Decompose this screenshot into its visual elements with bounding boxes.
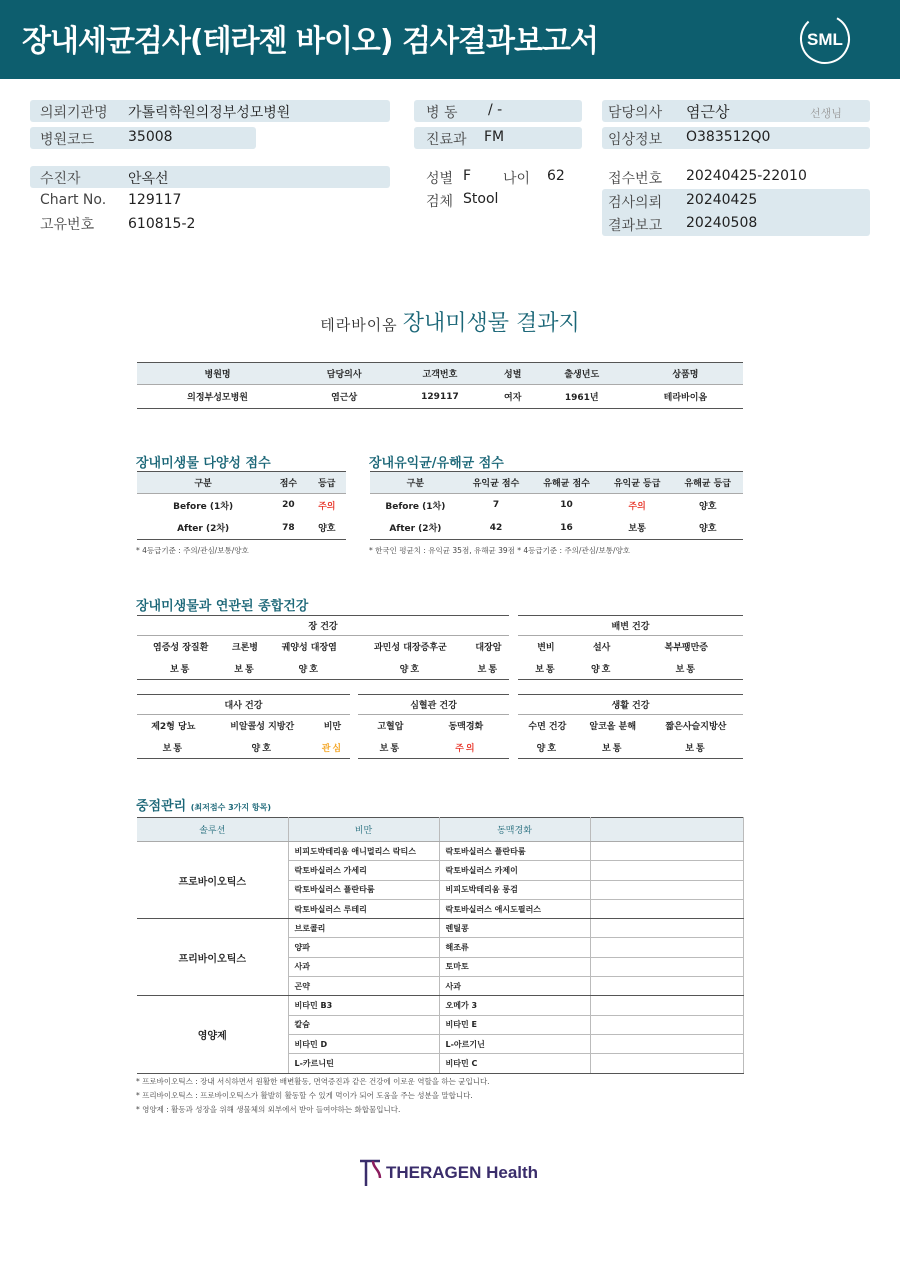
diversity-grade: 주의 bbox=[318, 501, 336, 512]
beneficial-cell: 42 bbox=[461, 517, 532, 540]
mgmt-item: 브로콜리 bbox=[288, 919, 439, 938]
report-title-brand: 테라바이옴 bbox=[320, 316, 398, 334]
management-title-main: 중점관리 bbox=[136, 799, 187, 814]
beneficial-cell: Before (1차) bbox=[385, 501, 446, 512]
diversity-table bbox=[137, 471, 346, 540]
mgmt-item: 비타민 B3 bbox=[288, 996, 439, 1015]
mgmt-item-empty bbox=[590, 861, 743, 880]
gut-col: 궤양성 대장염 bbox=[266, 636, 353, 658]
cardio-val: 주의 bbox=[423, 737, 509, 759]
gut-col: 염증성 장질환 bbox=[137, 636, 224, 658]
doctor-value: 염근상 bbox=[686, 103, 730, 121]
customer-info-table bbox=[137, 362, 743, 409]
mgmt-item-empty bbox=[590, 977, 743, 996]
mgmt-header: 솔루션 bbox=[137, 818, 288, 842]
mgmt-item: 해조류 bbox=[439, 938, 590, 957]
life-val: 양호 bbox=[518, 737, 577, 759]
ward-label: 병 동 bbox=[426, 105, 458, 121]
cardio-col: 고혈압 bbox=[358, 715, 423, 737]
info-header: 성별 bbox=[490, 363, 536, 385]
beneficial-title: 장내유익균/유해균 점수 bbox=[369, 456, 504, 471]
metab-col: 제2형 당뇨 bbox=[137, 715, 210, 737]
gut-val: 보통 bbox=[468, 658, 509, 680]
bowel-col: 복부팽만증 bbox=[630, 636, 743, 658]
sex-label: 성별 bbox=[426, 171, 454, 187]
info-cell: 염근상 bbox=[298, 385, 390, 409]
management-title bbox=[136, 795, 271, 814]
cardio-health-table bbox=[358, 694, 509, 759]
mgmt-item: 오메가 3 bbox=[439, 996, 590, 1015]
info-cell: 1961년 bbox=[536, 385, 628, 409]
info-header: 출생년도 bbox=[536, 363, 628, 385]
diversity-header: 구분 bbox=[137, 472, 269, 494]
sml-logo bbox=[798, 12, 852, 66]
cardio-health-title: 심혈관 건강 bbox=[358, 695, 509, 715]
management-subtitle: (최저점수 3가지 항목) bbox=[190, 803, 272, 812]
mgmt-item-empty bbox=[590, 1034, 743, 1053]
gut-col: 과민성 대장증후군 bbox=[353, 636, 468, 658]
report-title bbox=[0, 306, 900, 337]
diversity-note: * 4등급기준 : 주의/관심/보통/양호 bbox=[136, 546, 249, 555]
metabolic-health-table bbox=[137, 694, 350, 759]
institution-value: 가톨릭학원의정부성모병원 bbox=[128, 105, 291, 121]
mgmt-category: 영양제 bbox=[137, 996, 288, 1073]
mgmt-header: 비만 bbox=[288, 818, 439, 842]
mgmt-item: 락토바실러스 플란타룸 bbox=[439, 842, 590, 861]
diversity-header: 점수 bbox=[269, 472, 307, 494]
gut-val: 양호 bbox=[266, 658, 353, 680]
bowel-col: 설사 bbox=[574, 636, 630, 658]
mgmt-item: 락토바실러스 루테리 bbox=[288, 899, 439, 918]
metab-col: 비알콜성 지방간 bbox=[210, 715, 315, 737]
cardio-val: 보통 bbox=[358, 737, 423, 759]
beneficial-header: 유익균 등급 bbox=[602, 472, 673, 494]
gut-health-title: 장 건강 bbox=[137, 616, 509, 636]
doctor-suffix: 선생님 bbox=[810, 107, 842, 120]
dept-label: 진료과 bbox=[426, 132, 467, 148]
life-col: 알코올 분해 bbox=[577, 715, 649, 737]
mgmt-item-empty bbox=[590, 919, 743, 938]
gut-val: 보통 bbox=[137, 658, 224, 680]
mgmt-item: 비타민 D bbox=[288, 1034, 439, 1053]
diversity-header: 등급 bbox=[308, 472, 346, 494]
mgmt-note: * 프리바이오틱스 : 프로바이오틱스가 활발히 활동할 수 있게 먹이가 되어 도움을 주는 성분을 말합니다. bbox=[136, 1091, 473, 1100]
mgmt-item: 사과 bbox=[439, 977, 590, 996]
mgmt-item-empty bbox=[590, 957, 743, 976]
receipt-label: 접수번호 bbox=[608, 171, 663, 187]
diversity-cell: 78 bbox=[269, 517, 307, 540]
beneficial-grade: 주의 bbox=[628, 501, 646, 512]
bowel-col: 변비 bbox=[518, 636, 574, 658]
mgmt-item-empty bbox=[590, 880, 743, 899]
gut-col: 대장암 bbox=[468, 636, 509, 658]
beneficial-header: 구분 bbox=[370, 472, 461, 494]
institution-label: 의뢰기관명 bbox=[40, 105, 108, 121]
mgmt-item: L-카르니틴 bbox=[288, 1054, 439, 1073]
life-val: 보통 bbox=[649, 737, 743, 759]
gut-col: 크론병 bbox=[224, 636, 265, 658]
theragen-logo-icon bbox=[358, 1158, 382, 1188]
mgmt-item: 사과 bbox=[288, 957, 439, 976]
doctor-label: 담당의사 bbox=[608, 105, 663, 121]
info-header: 상품명 bbox=[628, 363, 743, 385]
metab-val: 관심 bbox=[315, 737, 350, 759]
mgmt-note: * 프로바이오틱스 : 장내 서식하면서 원활한 배변활동, 면역증진과 같은 건강에 이로운 역할을 하는 균입니다. bbox=[136, 1077, 490, 1086]
specimen-value: Stool bbox=[463, 191, 499, 207]
theragen-logo bbox=[358, 1158, 538, 1188]
health-title: 장내미생물과 연관된 종합건강 bbox=[136, 599, 309, 614]
info-header: 병원명 bbox=[137, 363, 298, 385]
beneficial-cell: 7 bbox=[492, 500, 500, 511]
mgmt-item: 비피도박테리움 애니멀리스 락티스 bbox=[288, 842, 439, 861]
beneficial-header: 유해균 점수 bbox=[531, 472, 602, 494]
mgmt-item: 락토바실러스 가세리 bbox=[288, 861, 439, 880]
bowel-val: 보통 bbox=[518, 658, 574, 680]
mgmt-item-empty bbox=[590, 938, 743, 957]
diversity-cell: After (2차) bbox=[137, 517, 269, 540]
life-health-title: 생활 건강 bbox=[518, 695, 743, 715]
beneficial-grade: 양호 bbox=[699, 501, 717, 512]
gut-val: 양호 bbox=[353, 658, 468, 680]
report-title-main: 장내미생물 결과지 bbox=[402, 311, 580, 336]
bowel-val: 양호 bbox=[574, 658, 630, 680]
beneficial-cell: After (2차) bbox=[370, 517, 461, 540]
beneficial-note: * 한국인 평균치 : 유익균 35점, 유해균 39점 * 4등급기준 : 주의/관심/보통/양호 bbox=[369, 546, 630, 555]
bowel-val: 보통 bbox=[630, 658, 743, 680]
mgmt-item-empty bbox=[590, 899, 743, 918]
age-label: 나이 bbox=[503, 171, 531, 187]
beneficial-table bbox=[370, 471, 743, 540]
age-value: 62 bbox=[547, 168, 565, 184]
theragen-logo-text: THERAGEN Health bbox=[386, 1163, 539, 1182]
mgmt-item: 비타민 C bbox=[439, 1054, 590, 1073]
diversity-grade: 양호 bbox=[308, 517, 346, 540]
mgmt-item: 락토바실러스 카제이 bbox=[439, 861, 590, 880]
mgmt-item: 칼슘 bbox=[288, 1015, 439, 1034]
name-label: 수진자 bbox=[40, 171, 81, 187]
mgmt-note: * 영양제 : 활동과 성장을 위해 생물체의 외부에서 받아 들여야하는 화합물입니다. bbox=[136, 1105, 401, 1114]
mgmt-item: 비피도박테리움 롱검 bbox=[439, 880, 590, 899]
beneficial-grade: 보통 bbox=[602, 517, 673, 540]
mgmt-item: L-아르기닌 bbox=[439, 1034, 590, 1053]
gut-health-table bbox=[137, 615, 509, 680]
info-cell: 의정부성모병원 bbox=[137, 385, 298, 409]
mgmt-item-empty bbox=[590, 1054, 743, 1073]
mgmt-item: 비타민 E bbox=[439, 1015, 590, 1034]
beneficial-cell: 10 bbox=[560, 500, 573, 511]
name-row-bg bbox=[30, 166, 390, 188]
metab-val: 보통 bbox=[137, 737, 210, 759]
dept-value: FM bbox=[484, 129, 505, 145]
page-title: 장내세균검사(테라젠 바이오) 검사결과보고서 bbox=[22, 24, 598, 59]
request-value: 20240425 bbox=[686, 192, 758, 208]
svg-text:SML: SML bbox=[807, 30, 843, 49]
info-cell: 129117 bbox=[390, 385, 489, 409]
diversity-cell: Before (1차) bbox=[173, 501, 234, 512]
mgmt-item-empty bbox=[590, 996, 743, 1015]
life-health-table bbox=[518, 694, 743, 759]
cardio-col: 동맥경화 bbox=[423, 715, 509, 737]
clinical-label: 임상정보 bbox=[608, 132, 663, 148]
chart-value: 129117 bbox=[128, 192, 182, 208]
life-col: 수면 건강 bbox=[518, 715, 577, 737]
request-label: 검사의뢰 bbox=[608, 195, 663, 211]
sex-value: F bbox=[463, 168, 472, 184]
mgmt-item: 토마토 bbox=[439, 957, 590, 976]
beneficial-header: 유해균 등급 bbox=[672, 472, 743, 494]
mgmt-header: 동맥경화 bbox=[439, 818, 590, 842]
diversity-cell: 20 bbox=[282, 500, 295, 511]
info-header: 고객번호 bbox=[390, 363, 489, 385]
beneficial-cell: 16 bbox=[531, 517, 602, 540]
info-header: 담당의사 bbox=[298, 363, 390, 385]
chart-label: Chart No. bbox=[40, 192, 107, 208]
specimen-label: 검체 bbox=[426, 194, 454, 210]
receipt-value: 20240425-22010 bbox=[686, 168, 807, 184]
info-cell: 테라바이옴 bbox=[628, 385, 743, 409]
mgmt-category: 프리바이오틱스 bbox=[137, 919, 288, 996]
mgmt-item: 락토바실러스 플란타룸 bbox=[288, 880, 439, 899]
mgmt-item: 양파 bbox=[288, 938, 439, 957]
report-label: 결과보고 bbox=[608, 218, 663, 234]
metabolic-health-title: 대사 건강 bbox=[137, 695, 350, 715]
mgmt-item: 락토바실러스 애시도필러스 bbox=[439, 899, 590, 918]
report-value: 20240508 bbox=[686, 215, 758, 231]
mgmt-item-empty bbox=[590, 842, 743, 861]
name-value: 안옥선 bbox=[128, 171, 169, 187]
gut-val: 보통 bbox=[224, 658, 265, 680]
mgmt-item: 곤약 bbox=[288, 977, 439, 996]
mgmt-category: 프로바이오틱스 bbox=[137, 842, 288, 919]
management-table bbox=[137, 817, 744, 1074]
beneficial-header: 유익균 점수 bbox=[461, 472, 532, 494]
uid-value: 610815-2 bbox=[128, 216, 196, 232]
info-cell: 여자 bbox=[490, 385, 536, 409]
metab-col: 비만 bbox=[315, 715, 350, 737]
bowel-health-table bbox=[518, 615, 743, 680]
bowel-health-title: 배변 건강 bbox=[518, 616, 743, 636]
beneficial-grade: 양호 bbox=[672, 517, 743, 540]
diversity-title: 장내미생물 다양성 점수 bbox=[136, 456, 271, 471]
code-value: 35008 bbox=[128, 129, 173, 145]
code-label: 병원코드 bbox=[40, 132, 95, 148]
mgmt-item: 렌틸콩 bbox=[439, 919, 590, 938]
life-val: 보통 bbox=[577, 737, 649, 759]
ward-value: / - bbox=[488, 102, 503, 118]
mgmt-header bbox=[590, 818, 743, 842]
clinical-value: O383512Q0 bbox=[686, 129, 771, 145]
life-col: 짧은사슬지방산 bbox=[649, 715, 743, 737]
mgmt-item-empty bbox=[590, 1015, 743, 1034]
uid-label: 고유번호 bbox=[40, 217, 95, 233]
metab-val: 양호 bbox=[210, 737, 315, 759]
